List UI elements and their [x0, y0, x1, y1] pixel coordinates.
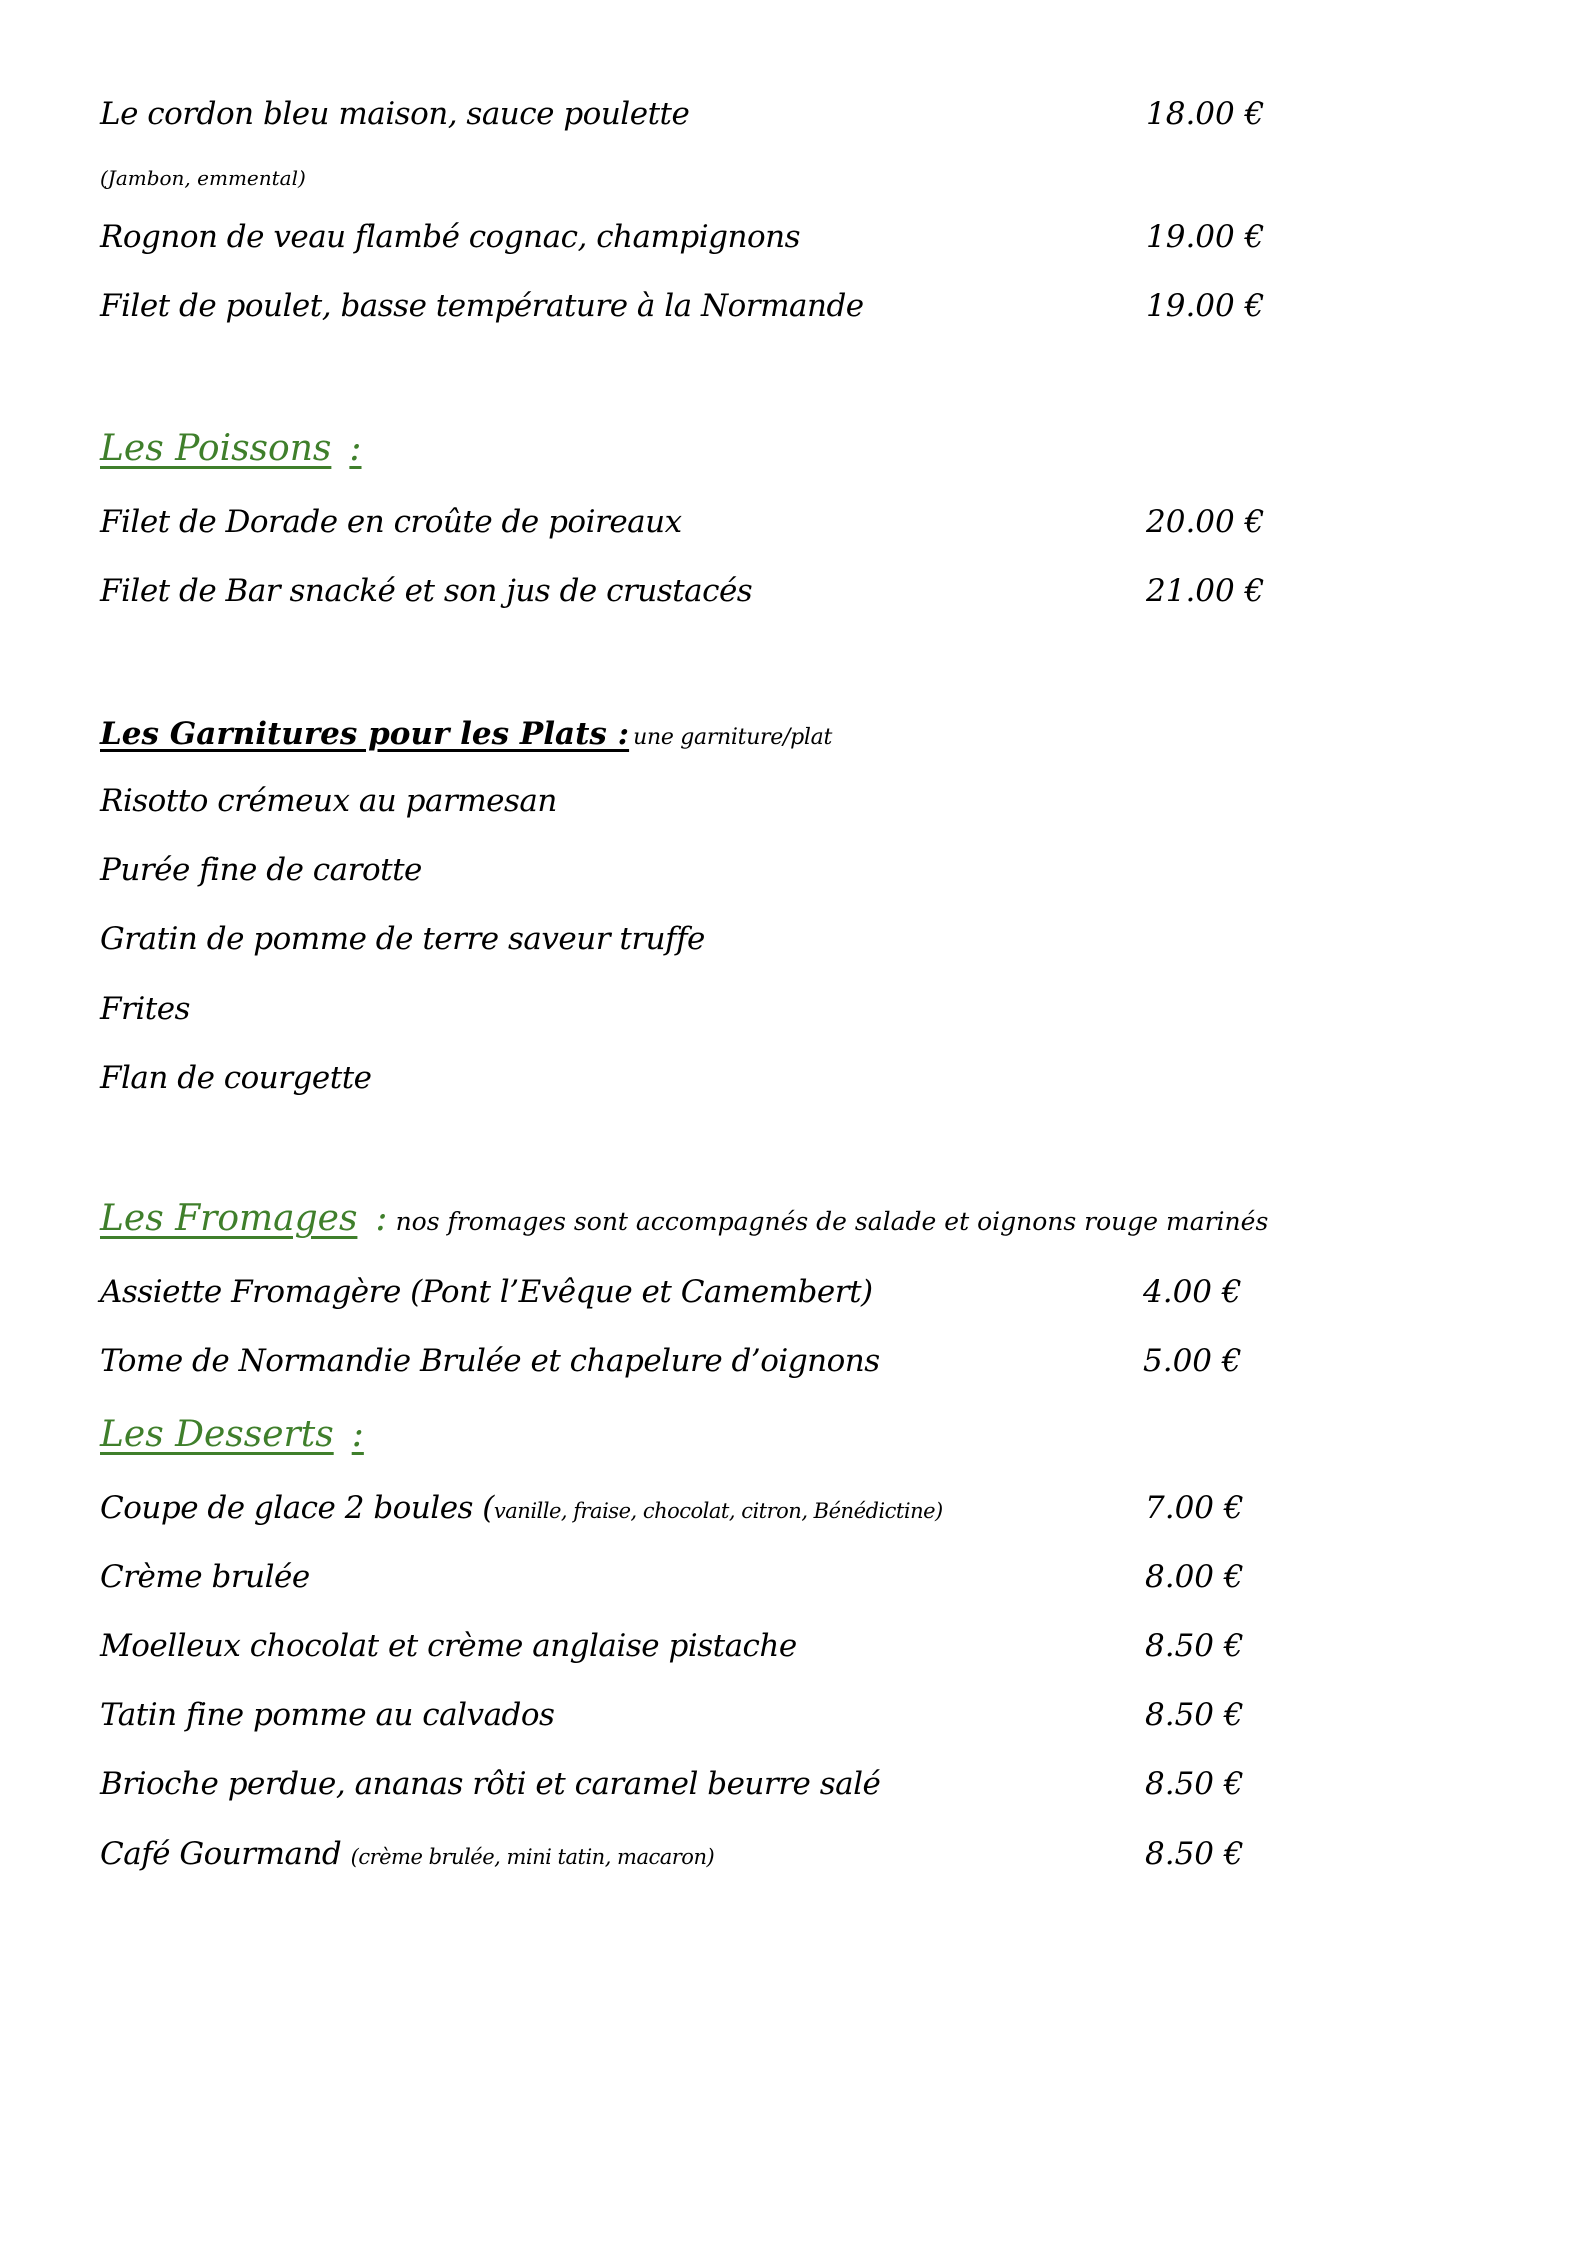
- section-heading-fromages: [100, 1198, 1268, 1239]
- menu-item-price: 18.00 €: [1146, 96, 1265, 132]
- section-title: Les Garnitures pour les Plats :: [100, 716, 630, 752]
- menu-item-name: Filet de Bar snacké et son jus de crustacés: [100, 573, 753, 609]
- menu-item-price: 21.00 €: [1146, 573, 1265, 609]
- menu-item-title: Café Gourmand: [100, 1836, 342, 1872]
- menu-item-name: Tatin fine pomme au calvados: [100, 1697, 555, 1733]
- menu-item-name: [100, 1490, 943, 1526]
- garniture-item: Purée fine de carotte: [100, 852, 422, 888]
- section-heading-desserts: [100, 1414, 364, 1455]
- section-colon: :: [375, 1198, 388, 1239]
- garniture-item: Frites: [100, 991, 190, 1027]
- menu-item-price: 20.00 €: [1146, 504, 1265, 540]
- menu-item-price: 8.50 €: [1145, 1836, 1244, 1872]
- menu-item-name: [100, 1836, 714, 1872]
- garniture-item: Flan de courgette: [100, 1060, 372, 1096]
- menu-item-name: Le cordon bleu maison, sauce poulette: [100, 96, 690, 132]
- section-heading-garnitures: [100, 716, 832, 752]
- menu-item-name: Crème brulée: [100, 1559, 310, 1595]
- section-title: Les Desserts: [100, 1414, 334, 1455]
- menu-item-price: 8.50 €: [1145, 1697, 1244, 1733]
- menu-item-detail: vanille, fraise, chocolat, citron, Bénédictine): [493, 1499, 943, 1523]
- menu-item-price: 19.00 €: [1146, 288, 1265, 324]
- garniture-item: Risotto crémeux au parmesan: [100, 783, 557, 819]
- section-heading-poissons: [100, 428, 362, 469]
- section-title: Les Fromages: [100, 1198, 358, 1239]
- menu-item-detail: (crème brulée, mini tatin, macaron): [350, 1845, 715, 1869]
- menu-item-title: Coupe de glace 2 boules (: [100, 1490, 494, 1526]
- menu-item-name: Filet de Dorade en croûte de poireaux: [100, 504, 682, 540]
- garniture-item: Gratin de pomme de terre saveur truffe: [100, 921, 705, 957]
- menu-item-detail: (Jambon, emmental): [100, 166, 306, 190]
- menu-item-name: Tome de Normandie Brulée et chapelure d’oignons: [100, 1343, 880, 1379]
- menu-item-price: 19.00 €: [1146, 219, 1265, 255]
- menu-item-price: 8.50 €: [1145, 1628, 1244, 1664]
- menu-item-price: 5.00 €: [1143, 1343, 1242, 1379]
- menu-item-name: Brioche perdue, ananas rôti et caramel beurre salé: [100, 1766, 881, 1802]
- menu-item-name: Filet de poulet, basse température à la Normande: [100, 288, 864, 324]
- menu-item-name: Moelleux chocolat et crème anglaise pistache: [100, 1628, 797, 1664]
- section-title: Les Poissons: [100, 428, 332, 469]
- menu-item-price: 8.00 €: [1145, 1559, 1244, 1595]
- menu-item-price: 8.50 €: [1145, 1766, 1244, 1802]
- menu-item-price: 7.00 €: [1145, 1490, 1244, 1526]
- section-note: nos fromages sont accompagnés de salade et oignons rouge marinés: [395, 1207, 1269, 1236]
- section-colon: :: [351, 1414, 364, 1455]
- menu-item-name: Assiette Fromagère (Pont l’Evêque et Camembert): [100, 1274, 873, 1310]
- section-colon: :: [349, 428, 362, 469]
- section-note: une garniture/plat: [633, 725, 832, 750]
- menu-item-price: 4.00 €: [1143, 1274, 1242, 1310]
- menu-item-name: Rognon de veau flambé cognac, champignons: [100, 219, 801, 255]
